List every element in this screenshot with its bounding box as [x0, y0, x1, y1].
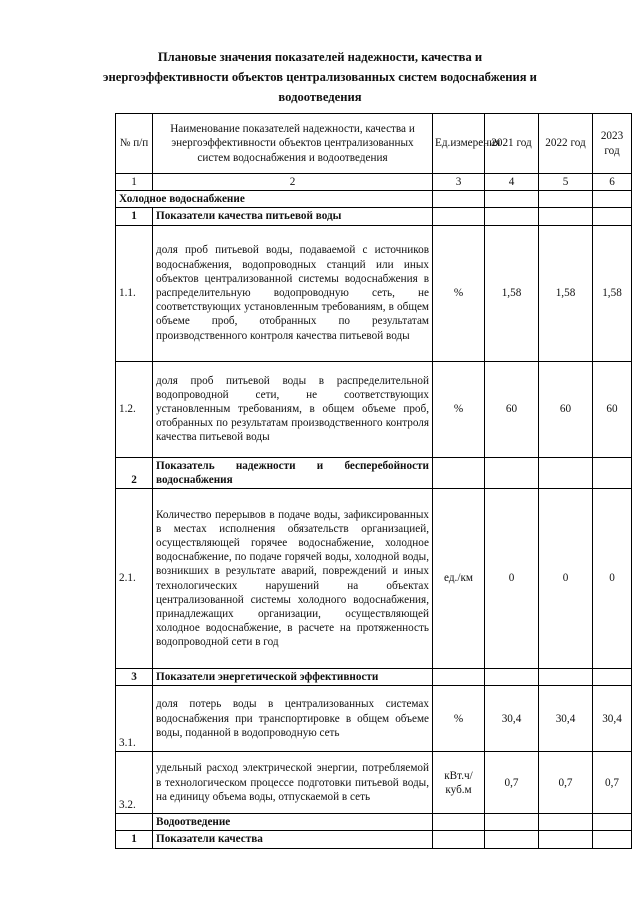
group-2-title: Показатель надежности и бесперебойности водоснабжения — [153, 457, 433, 488]
row-3-1-2022: 30,4 — [539, 686, 593, 752]
sewer-group-1-num: 1 — [116, 831, 153, 848]
row-2-1-num: 2.1. — [116, 489, 153, 669]
header-num: № п/п — [116, 114, 153, 174]
row-3-1-2023: 30,4 — [593, 686, 632, 752]
colnum-6: 6 — [593, 174, 632, 191]
table-row-3-2 — [116, 752, 632, 814]
row-1-2-2022: 60 — [539, 361, 593, 457]
row-3-1-unit: % — [433, 686, 485, 752]
row-1-1-2023: 1,58 — [593, 225, 632, 361]
table-row-1-2 — [116, 361, 632, 457]
group-3-title: Показатели энергетической эффективности — [153, 669, 433, 686]
colnum-2: 2 — [153, 174, 433, 191]
group-row-2 — [116, 457, 632, 488]
table-header-row — [116, 114, 632, 174]
section-row-sewer — [116, 814, 632, 831]
table-row-3-1 — [116, 686, 632, 752]
header-2021: 2021 год — [485, 114, 539, 174]
header-unit: Ед.измерения — [433, 114, 485, 174]
indicators-table — [115, 113, 632, 849]
row-3-1-2021: 30,4 — [485, 686, 539, 752]
group-2-num: 2 — [116, 457, 153, 488]
row-3-2-2023: 0,7 — [593, 752, 632, 814]
document-title: Плановые значения показателей надежности, качества и энергоэффективности объектов централизованных систем водоснабжения и водоотведения — [103, 50, 537, 104]
header-name: Наименование показателей надежности, качества и энергоэффективности объектов централизованных систем водоснабжения и водоотведения — [153, 114, 433, 174]
colnum-1: 1 — [116, 174, 153, 191]
group-1-title: Показатели качества питьевой воды — [153, 208, 433, 225]
row-2-1-text: Количество перерывов в подаче воды, зафиксированных в местах исполнения обязательств организацией, осуществляющей горячее водоснабжение, холодное водоснабжение, по подаче горячей воды, холодной воды, возникших в результате аварий, повреждений и иных технологических нарушений на объектах централизованной системы холодного водоснабжения, принадлежащих организации, осуществляющей холодное водоснабжение, в расчете на протяженность водопроводной сети в год — [153, 489, 433, 669]
colnum-3: 3 — [433, 174, 485, 191]
group-row-3 — [116, 669, 632, 686]
row-1-2-unit: % — [433, 361, 485, 457]
group-row-1 — [116, 208, 632, 225]
row-2-1-unit: ед./км — [433, 489, 485, 669]
row-3-1-num: 3.1. — [116, 686, 153, 752]
row-2-1-2023: 0 — [593, 489, 632, 669]
header-2022: 2022 год — [539, 114, 593, 174]
sewer-group-1-title: Показатели качества — [153, 831, 433, 848]
row-1-2-2021: 60 — [485, 361, 539, 457]
section-sewer: Водоотведение — [153, 814, 433, 831]
row-1-1-2022: 1,58 — [539, 225, 593, 361]
row-3-2-unit: кВт.ч/куб.м — [433, 752, 485, 814]
row-1-1-num: 1.1. — [116, 225, 153, 361]
row-2-1-2022: 0 — [539, 489, 593, 669]
colnum-5: 5 — [539, 174, 593, 191]
column-number-row — [116, 174, 632, 191]
table-row-2-1 — [116, 489, 632, 669]
row-2-1-2021: 0 — [485, 489, 539, 669]
row-3-2-text: удельный расход электрической энергии, потребляемой в технологическом процессе подготовки питьевой воды, на единицу объема воды, отпускаемой в сеть — [153, 752, 433, 814]
section-cold-water: Холодное водоснабжение — [116, 191, 433, 208]
row-3-2-num: 3.2. — [116, 752, 153, 814]
row-1-2-num: 1.2. — [116, 361, 153, 457]
group-3-num: 3 — [116, 669, 153, 686]
section-row-cold-water — [116, 191, 632, 208]
row-3-2-2022: 0,7 — [539, 752, 593, 814]
colnum-4: 4 — [485, 174, 539, 191]
sewer-group-row-1 — [116, 831, 632, 848]
group-1-num: 1 — [116, 208, 153, 225]
row-1-2-text: доля проб питьевой воды в распределительной водопроводной сети, не соответствующих установленным требованиям, в общем объеме проб, отобранных по результатам производственного контроля качества питьевой воды — [153, 361, 433, 457]
row-3-2-2021: 0,7 — [485, 752, 539, 814]
table-row-1-1 — [116, 225, 632, 361]
row-1-1-unit: % — [433, 225, 485, 361]
row-1-1-2021: 1,58 — [485, 225, 539, 361]
row-1-2-2023: 60 — [593, 361, 632, 457]
row-3-1-text: доля потерь воды в централизованных системах водоснабжения при транспортировке в общем объеме воды, поданной в водопроводную сеть — [153, 686, 433, 752]
row-1-1-text: доля проб питьевой воды, подаваемой с источников водоснабжения, водопроводных станций или иных объектов централизованной системы водоснабжения в распределительную водопроводную сеть, не соответствующих установленным требованиям, в общем объеме проб, отобранных по результатам производственного контроля качества питьевой воды — [153, 225, 433, 361]
header-2023: 2023 год — [593, 114, 632, 174]
